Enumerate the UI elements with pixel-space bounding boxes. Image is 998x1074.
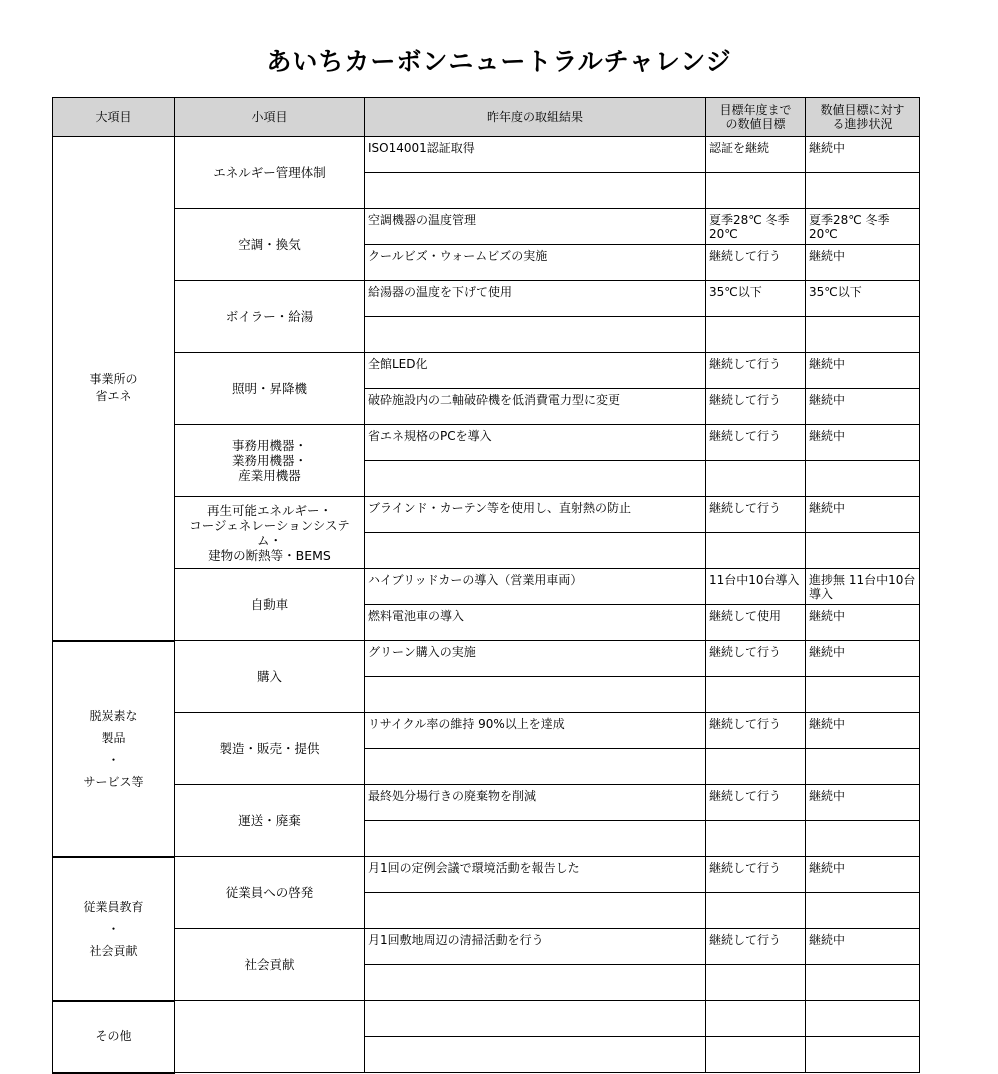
sub-item-label: 製造・販売・提供 [219, 741, 320, 756]
progress-cell [806, 749, 920, 785]
sub-item-cell [175, 353, 365, 425]
header-progress [806, 98, 920, 137]
progress-cell [806, 1001, 920, 1037]
target-cell: 継続して行う [706, 713, 806, 749]
progress-cell: 夏季28℃ 冬季20℃ [806, 209, 920, 245]
major-category-cell [53, 1001, 175, 1073]
major-category-label: 製品 [101, 730, 126, 745]
target-cell [706, 1037, 806, 1073]
major-category-cell [53, 641, 175, 857]
sub-item-label: 再生可能エネルギー・ [206, 502, 332, 518]
progress-cell [806, 677, 920, 713]
sub-item-cell [175, 857, 365, 929]
header-target-line: の数値目標 [725, 117, 786, 131]
result-cell [365, 173, 706, 209]
sub-item-label: 運送・廃棄 [238, 813, 301, 828]
sub-item-cell [175, 929, 365, 1001]
table-row [53, 1001, 920, 1037]
progress-cell [806, 821, 920, 857]
major-category-label: 社会貢献 [89, 943, 138, 958]
table-body [53, 137, 920, 1073]
progress-cell [806, 965, 920, 1001]
table-row [53, 353, 920, 389]
table-row [53, 641, 920, 677]
sub-item-cell [175, 713, 365, 785]
header-minor: 小項目 [175, 98, 365, 137]
target-cell [706, 677, 806, 713]
result-cell: 月1回の定例会議で環境活動を報告した [365, 857, 706, 893]
sub-item-label: 業務用機器・ [231, 453, 307, 468]
progress-cell [806, 1037, 920, 1073]
progress-cell: 進捗無 11台中10台導入 [806, 569, 920, 605]
progress-cell: 継続中 [806, 641, 920, 677]
target-cell [706, 965, 806, 1001]
sub-item-cell [175, 641, 365, 713]
result-cell: グリーン購入の実施 [365, 641, 706, 677]
target-cell [706, 173, 806, 209]
target-cell: 継続して使用 [706, 605, 806, 641]
target-cell [706, 1001, 806, 1037]
major-category-label: その他 [95, 1029, 132, 1043]
sub-item-label: 建物の断熱等・BEMS [208, 547, 331, 563]
result-cell: 全館LED化 [365, 353, 706, 389]
sub-item-cell [175, 569, 365, 641]
sub-item-cell [175, 1001, 365, 1073]
sub-item-label: ボイラー・給湯 [225, 309, 314, 324]
table-row [53, 209, 920, 245]
target-cell: 夏季28℃ 冬季20℃ [706, 209, 806, 245]
table-row [53, 569, 920, 605]
table-row [53, 857, 920, 893]
progress-cell: 継続中 [806, 353, 920, 389]
major-category-label: ・ [107, 752, 120, 767]
progress-cell: 継続中 [806, 137, 920, 173]
major-category-label: 脱炭素な [89, 708, 138, 723]
target-cell: 継続して行う [706, 245, 806, 281]
header-progress-line: る進捗状況 [832, 117, 893, 131]
progress-cell [806, 317, 920, 353]
target-cell [706, 821, 806, 857]
target-cell: 35℃以下 [706, 281, 806, 317]
target-cell [706, 749, 806, 785]
header-target-line: 目標年度まで [719, 103, 792, 117]
result-cell [365, 533, 706, 569]
table-row [53, 713, 920, 749]
target-cell: 継続して行う [706, 389, 806, 425]
sub-item-label: 社会貢献 [244, 957, 295, 972]
header-progress-line: 数値目標に対す [820, 103, 905, 117]
sub-item-label: 従業員への啓発 [225, 885, 314, 900]
progress-cell: 継続中 [806, 245, 920, 281]
progress-cell: 継続中 [806, 857, 920, 893]
sub-item-label: コージェネレーションシステム・ [189, 517, 350, 548]
result-cell [365, 893, 706, 929]
result-cell: 最終処分場行きの廃棄物を削減 [365, 785, 706, 821]
major-category-cell [53, 857, 175, 1001]
table-row [53, 425, 920, 461]
progress-cell: 継続中 [806, 713, 920, 749]
sub-item-cell [175, 137, 365, 209]
challenge-table [52, 97, 920, 1074]
sub-item-cell [175, 785, 365, 857]
sub-item-label: 空調・換気 [238, 237, 301, 252]
progress-cell [806, 173, 920, 209]
result-cell: ISO14001認証取得 [365, 137, 706, 173]
target-cell: 継続して行う [706, 353, 806, 389]
result-cell [365, 317, 706, 353]
progress-cell: 継続中 [806, 605, 920, 641]
target-cell: 継続して行う [706, 497, 806, 533]
major-category-label: 従業員教育 [83, 899, 144, 914]
result-cell [365, 461, 706, 497]
major-category-cell [53, 137, 175, 641]
result-cell [365, 1037, 706, 1073]
progress-cell: 継続中 [806, 497, 920, 533]
sub-item-label: 照明・昇降機 [231, 381, 307, 396]
table-row [53, 281, 920, 317]
progress-cell: 継続中 [806, 785, 920, 821]
sub-item-cell [175, 281, 365, 353]
table-row [53, 785, 920, 821]
header-target [706, 98, 806, 137]
result-cell [365, 821, 706, 857]
target-cell: 継続して行う [706, 785, 806, 821]
sub-item-cell [175, 497, 365, 569]
header-result: 昨年度の取組結果 [365, 98, 706, 137]
progress-cell [806, 893, 920, 929]
sub-item-cell [175, 425, 365, 497]
table-row [53, 497, 920, 533]
progress-cell [806, 461, 920, 497]
header-row [53, 98, 920, 137]
progress-cell: 継続中 [806, 389, 920, 425]
target-cell: 継続して行う [706, 425, 806, 461]
progress-cell: 35℃以下 [806, 281, 920, 317]
page-title: あいちカーボンニュートラルチャレンジ [266, 47, 732, 76]
sub-item-cell [175, 209, 365, 281]
major-category-label: サービス等 [83, 774, 144, 789]
major-category-label: 省エネ [95, 389, 132, 404]
major-category-label: 事業所の [89, 372, 138, 387]
result-cell: リサイクル率の維持 90%以上を達成 [365, 713, 706, 749]
result-cell [365, 677, 706, 713]
target-cell: 11台中10台導入 [706, 569, 806, 605]
header-major: 大項目 [53, 98, 175, 137]
result-cell: 月1回敷地周辺の清掃活動を行う [365, 929, 706, 965]
result-cell: 省エネ規格のPCを導入 [365, 425, 706, 461]
target-cell: 継続して行う [706, 929, 806, 965]
major-category-label: ・ [107, 921, 120, 936]
progress-cell: 継続中 [806, 929, 920, 965]
progress-cell [806, 533, 920, 569]
sub-item-label: エネルギー管理体制 [213, 165, 326, 180]
progress-cell: 継続中 [806, 425, 920, 461]
table-row [53, 929, 920, 965]
target-cell [706, 317, 806, 353]
sub-item-label: 事務用機器・ [231, 438, 307, 453]
target-cell: 認証を継続 [706, 137, 806, 173]
result-cell [365, 749, 706, 785]
sub-item-label: 産業用機器 [238, 468, 301, 483]
result-cell: ブラインド・カーテン等を使用し、直射熱の防止 [365, 497, 706, 533]
result-cell: 破砕施設内の二軸破砕機を低消費電力型に変更 [365, 389, 706, 425]
result-cell: 燃料電池車の導入 [365, 605, 706, 641]
result-cell: 空調機器の温度管理 [365, 209, 706, 245]
sub-item-label: 自動車 [250, 597, 289, 612]
target-cell [706, 533, 806, 569]
target-cell: 継続して行う [706, 857, 806, 893]
target-cell [706, 461, 806, 497]
result-cell [365, 965, 706, 1001]
result-cell [365, 1001, 706, 1037]
target-cell [706, 893, 806, 929]
result-cell: クールビズ・ウォームビズの実施 [365, 245, 706, 281]
result-cell: 給湯器の温度を下げて使用 [365, 281, 706, 317]
target-cell: 継続して行う [706, 641, 806, 677]
sub-item-label: 購入 [256, 669, 282, 684]
table-row [53, 137, 920, 173]
result-cell: ハイブリッドカーの導入（営業用車両） [365, 569, 706, 605]
